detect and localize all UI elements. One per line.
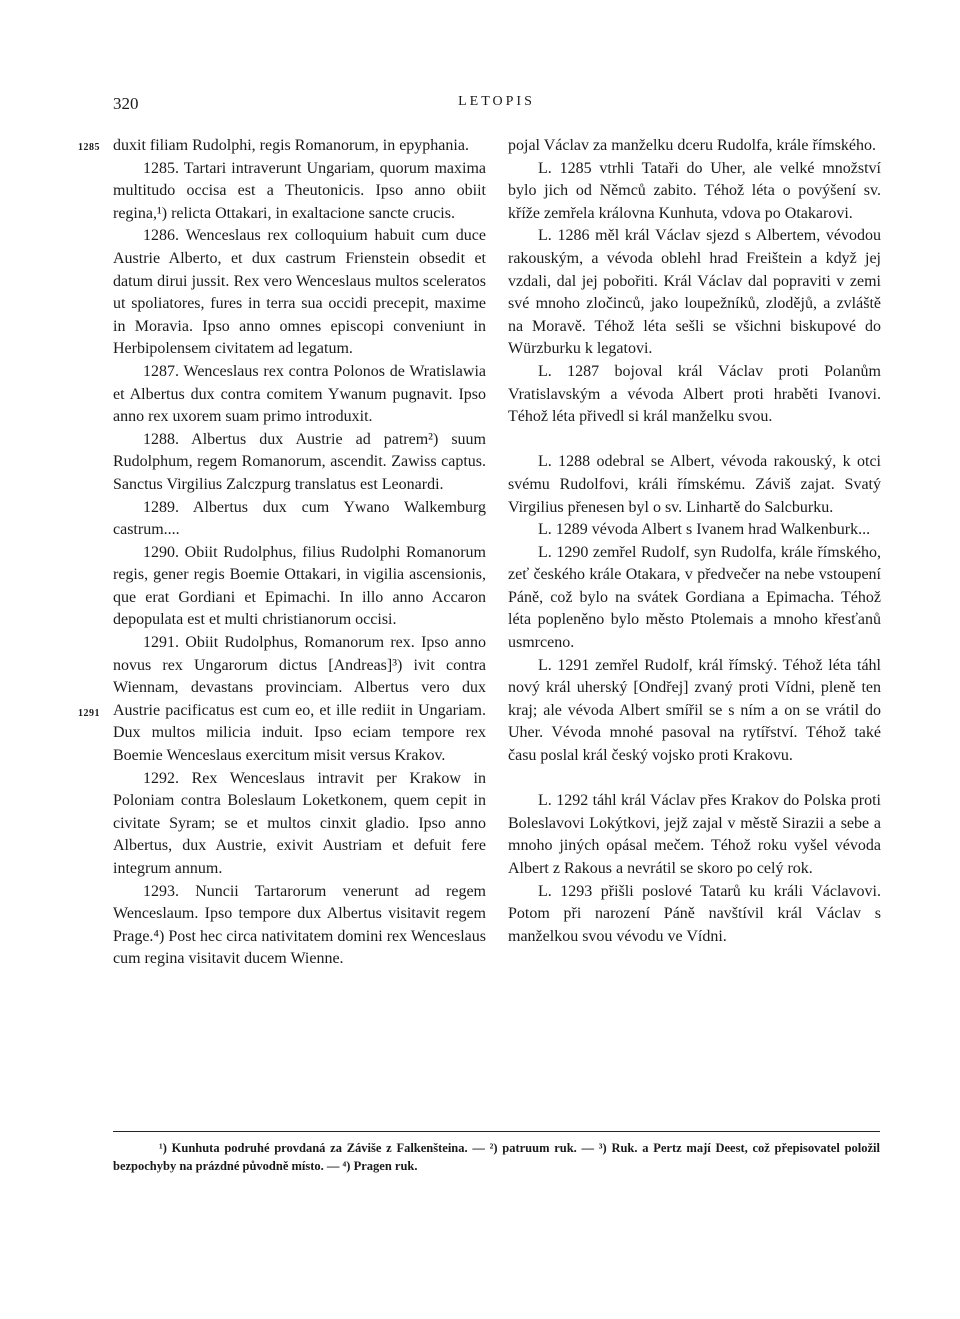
- czech-paragraph-1293: L. 1293 přišli poslové Tatarů ku králi Václavovi. Potom při narození Páně navštívil král Václav s manželkou svou vévodu ve Vídni.: [508, 882, 881, 945]
- margin-year-1291: 1291: [78, 708, 100, 719]
- czech-paragraph-1290: L. 1290 zemřel Rudolf, syn Rudolfa, krále římského, zeť českého krále Otakara, v předvečer na nebe vstoupení Páně, což bylo na svátek Gordiana a Epimacha. Téhož léta popleněno bylo město Ptolemais a mnoho křesťanů usmrceno.: [508, 543, 881, 652]
- latin-column: [113, 135, 486, 971]
- footnotes: ¹) Kunhuta podruhé provdaná za Záviše z Falkenšteina. — ²) patruum ruk. — ³) Ruk. a Pertz mají Deest, což přepisovatel položil bezpochyby na prázdné původně místo. — ⁴) Pragen ruk.: [113, 1141, 880, 1173]
- czech-paragraph-1292: L. 1292 táhl král Václav přes Krakov do Polska proti Boleslavovi Lokýtkovi, jejž zajal v městě Sirazii a sebe a mnoho jiných opásal mečem. Téhož roku vyšel vévoda Albert z Rakous a nevrátil se skoro po celý rok.: [508, 792, 881, 877]
- czech-column: [508, 135, 881, 948]
- latin-paragraph-1288: 1288. Albertus dux Austrie ad patrem²) suum Rudolphum, regem Romanorum, ascendit. Zawiss captus. Sanctus Virgilius Zalczpurg translatus est Leonardi.: [113, 430, 486, 493]
- running-title: LETOPIS: [458, 94, 535, 109]
- footnote-divider: [113, 1131, 880, 1132]
- page-number: 320: [113, 94, 139, 113]
- czech-paragraph-1288: L. 1288 odebral se Albert, vévoda rakouský, k otci svému Rudolfovi, králi římskému. Záviš zajat. Svatý Virgilius přenesen byl o sv. Linhartě do Salcburku.: [508, 453, 881, 516]
- czech-paragraph-1291: L. 1291 zemřel Rudolf, král římský. Téhož léta táhl nový král uherský [Ondřej] zvaný proti Vídni, pleně ten kraj; ale vévoda Albert smířil se s ním a on se vrátil do Uher. Vévoda mnohé pasoval na rytířství. Téhož také času poslal král český vojsko proti Krakovu.: [508, 656, 881, 765]
- latin-paragraph-1287: 1287. Wenceslaus rex contra Polonos de Wratislawia et Albertus dux contra comitem Ywanum pugnavit. Ipso anno rex uxorem suam primo introduxit.: [113, 362, 486, 426]
- latin-paragraph-1286: 1286. Wenceslaus rex colloquium habuit cum duce Austrie Alberto, et dux castrum Frienstein obsedit et datum dirui jussit. Rex vero Wenceslaus multos sceleratos ut spoliatores, fures in terra sua occidi precepit, maxime in Moravia. Ipso anno omnes episcopi conveniunt in Herbipolensem civitatem ad legatum.: [113, 227, 486, 358]
- czech-paragraph-1286: L. 1286 měl král Václav sjezd s Albertem, vévodou rakouským, a vévoda oblehl hrad Freištein a když jej vzdali, dal jej pobořiti. Král Václav dal popraviti v zemi své mnoho zločinců, jako loupežníků, zlodějů, a zvláště na Moravě. Téhož léta sešli se všichni biskupové do Würzburku k legatovi.: [508, 227, 881, 358]
- latin-paragraph-1293: 1293. Nuncii Tartarorum venerunt ad regem Wenceslaum. Ipso tempore dux Albertus visitavit regem Prage.⁴) Post hec circa nativitatem domini rex Wenceslaus cum regina visitavit ducem Wienne.: [113, 882, 486, 968]
- latin-paragraph-1285: 1285. Tartari intraverunt Ungariam, quorum maxima multitudo occisa est a Theutonicis. Ipso anno obiit regina,¹) relicta Ottakari, in exaltacione sancte crucis.: [113, 159, 486, 222]
- page-header: [113, 94, 880, 118]
- latin-paragraph-1291: 1291. Obiit Rudolphus, Romanorum rex. Ipso anno novus rex Ungarorum dictus [Andreas]³) ivit contra Wiennam, devastans provinciam. Albertus vero dux Austrie pacificatus est cum eo, et ille rediit in Ungariam. Dux multos milicia induit. Ipso eciam tempore rex Boemie Wenceslaus exercitum misit versus Krakov.: [113, 634, 486, 765]
- latin-paragraph-intro: duxit filiam Rudolphi, regis Romanorum, in epyphania.: [113, 137, 469, 154]
- czech-paragraph-1285: L. 1285 vtrhli Tataři do Uher, ale velké množství bylo jich od Němců zabito. Téhož léta o povýšení sv. kříže zemřela královna Kunhuta, vdova po Otakarovi.: [508, 159, 881, 222]
- latin-paragraph-1289: 1289. Albertus dux cum Ywano Walkemburg castrum....: [113, 498, 486, 539]
- czech-paragraph-1287: L. 1287 bojoval král Václav proti Polanům Vratislavským a vévoda Albert proti hraběti Ivanovi. Téhož léta přivedl si král manželku svou.: [508, 362, 881, 426]
- latin-paragraph-1290: 1290. Obiit Rudolphus, filius Rudolphi Romanorum regis, gener regis Boemie Ottakari, in vigilia ascensionis, que erat Gordiani et Epimachi. In illo anno Accaron depopulata est et multi christianorum occisi.: [113, 543, 486, 629]
- margin-year-1285: 1285: [78, 142, 100, 153]
- czech-paragraph-1289: L. 1289 vévoda Albert s Ivanem hrad Walkenburk...: [538, 521, 871, 539]
- latin-paragraph-1292: 1292. Rex Wenceslaus intravit per Krakow in Poloniam contra Boleslaum Loketkonem, quem cepit in civitate Syram; se et multos cinxit gladio. Ipso anno Albertus, dux Austrie, exivit Austriam et defuit fere integrum annum.: [113, 769, 486, 877]
- czech-paragraph-intro: pojal Václav za manželku dceru Rudolfa, krále římského.: [508, 137, 877, 154]
